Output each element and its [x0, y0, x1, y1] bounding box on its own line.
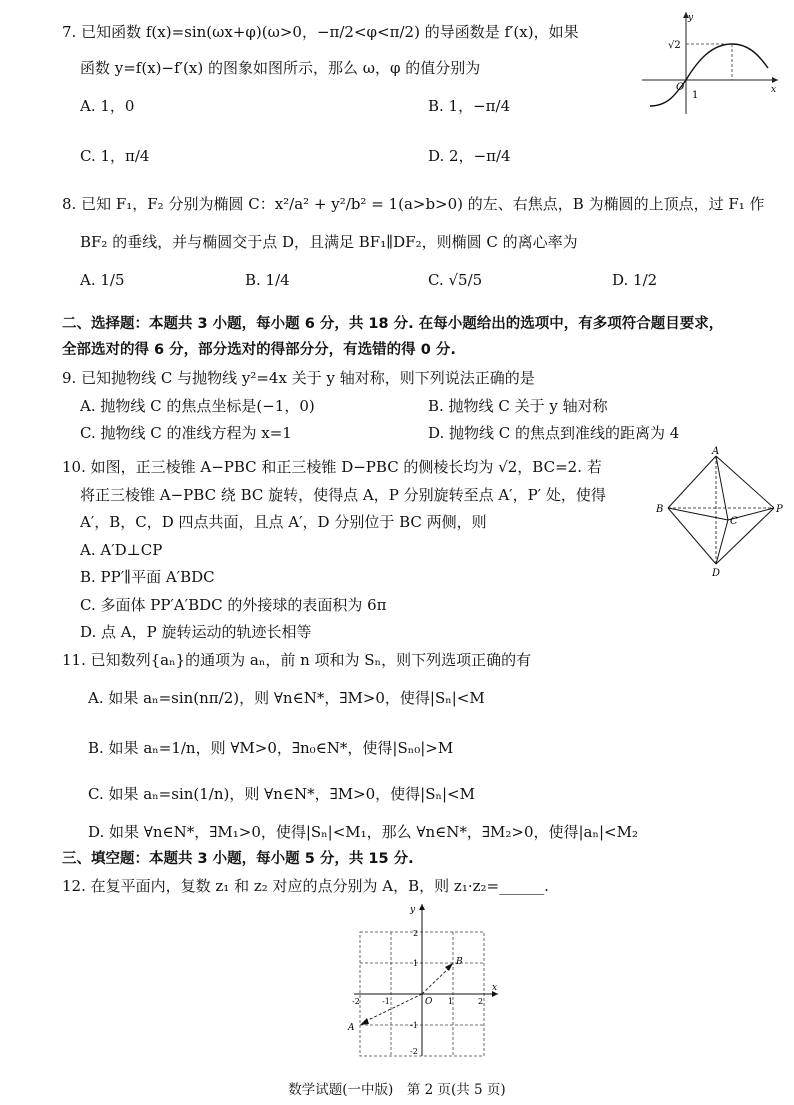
q12-x-label: x — [492, 983, 498, 993]
q11-option-a: A. 如果 aₙ=sin(nπ/2)，则 ∀n∈N*，∃M>0，使得|Sₙ|<M — [88, 689, 485, 707]
q11-option-c: C. 如果 aₙ=sin(1/n)，则 ∀n∈N*，∃M>0，使得|Sₙ|<M — [88, 785, 475, 803]
q10-stem-line3: A′，B，C，D 四点共面，且点 A′，D 分别位于 BC 两侧，则 — [80, 513, 487, 531]
q8-option-a: A. 1/5 — [80, 271, 125, 289]
q7-function-graph — [640, 6, 780, 116]
q10-label-c: C — [730, 516, 738, 527]
q12-x-tick: 2 — [478, 997, 484, 1006]
q7-option-c: C. 1，π/4 — [80, 147, 150, 165]
q7-sqrt2-label: √2 — [668, 40, 681, 51]
q9-stem: 9. 已知抛物线 C 与抛物线 y²=4x 关于 y 轴对称，则下列说法正确的是 — [62, 369, 535, 387]
q7-y-label: y — [688, 13, 694, 23]
q12-x-tick: -2 — [352, 997, 360, 1006]
q11-stem: 11. 已知数列{aₙ}的通项为 aₙ，前 n 项和为 Sₙ，则下列选项正确的有 — [62, 651, 532, 669]
q11-option-d: D. 如果 ∀n∈N*，∃M₁>0，使得|Sₙ|<M₁，那么 ∀n∈N*，∃M₂>0，使得|aₙ|<M₂ — [88, 823, 638, 841]
q10-stem-line2: 将正三棱锥 A−PBC 绕 BC 旋转，使得点 A，P 分别旋转至点 A′，P′ 处，使得 — [80, 486, 606, 504]
section3-heading: 三、填空题：本题共 3 小题，每小题 5 分，共 15 分. — [62, 851, 414, 867]
q7-stem-line1: 7. 已知函数 f(x)=sin(ωx+φ)(ω>0，−π/2<φ<π/2) 的导函数是 f′(x)，如果 — [62, 23, 579, 41]
q9-option-d: D. 抛物线 C 的焦点到准线的距离为 4 — [428, 424, 680, 442]
q7-option-a: A. 1，0 — [80, 97, 135, 115]
q7-origin-label: O — [676, 82, 685, 93]
q12-y-label: y — [410, 905, 416, 915]
q12-y-tick: -2 — [410, 1047, 418, 1056]
q9-option-b: B. 抛物线 C 关于 y 轴对称 — [428, 397, 608, 415]
q7-option-b: B. 1，−π/4 — [428, 97, 511, 115]
q12-complex-plane — [340, 898, 504, 1058]
q12-origin-label: O — [425, 997, 433, 1007]
q10-pyramid-figure — [654, 444, 784, 578]
q10-label-a: A — [712, 446, 720, 457]
q10-stem-line1: 10. 如图，正三棱锥 A−PBC 和正三棱锥 D−PBC 的侧棱长均为 √2，BC=2. 若 — [62, 458, 602, 476]
q7-x-label: x — [771, 85, 777, 95]
q8-stem-line2: BF₂ 的垂线，并与椭圆交于点 D，且满足 BF₁∥DF₂，则椭圆 C 的离心率为 — [80, 233, 578, 251]
q8-option-b: B. 1/4 — [245, 271, 290, 289]
q8-option-d: D. 1/2 — [612, 271, 658, 289]
q7-stem-line2: 函数 y=f(x)−f′(x) 的图象如图所示，那么 ω，φ 的值分别为 — [80, 59, 481, 77]
q12-y-tick: 1 — [413, 959, 419, 968]
q9-option-c: C. 抛物线 C 的准线方程为 x=1 — [80, 424, 292, 442]
q7-option-d: D. 2，−π/4 — [428, 147, 511, 165]
section2-heading-line1: 二、选择题：本题共 3 小题，每小题 6 分，共 18 分. 在每小题给出的选项中，有多项符合题目要求， — [62, 316, 724, 332]
q11-option-b: B. 如果 aₙ=1/n，则 ∀M>0，∃n₀∈N*，使得|Sₙ₀|>M — [88, 739, 454, 757]
q10-option-d: D. 点 A，P 旋转运动的轨迹长相等 — [80, 623, 312, 641]
q7-one-label: 1 — [692, 90, 699, 101]
q12-x-tick: -1 — [382, 997, 390, 1006]
q9-option-a: A. 抛物线 C 的焦点坐标是(−1，0) — [80, 397, 315, 415]
q8-option-c: C. √5/5 — [428, 271, 483, 289]
q10-option-c: C. 多面体 PP′A′BDC 的外接球的表面积为 6π — [80, 596, 387, 614]
q12-y-tick: -1 — [410, 1021, 418, 1030]
q12-x-tick: 1 — [448, 997, 454, 1006]
section2-heading-line2: 全部选对的得 6 分，部分选对的得部分分，有选错的得 0 分. — [62, 342, 456, 358]
q12-point-b-label: B — [456, 957, 463, 967]
q10-label-b: B — [656, 504, 664, 515]
q12-y-tick: 2 — [413, 929, 419, 938]
page-footer: 数学试题(一中版) 第 2 页(共 5 页) — [288, 1082, 506, 1098]
q12-point-a-label: A — [348, 1023, 355, 1033]
q10-option-b: B. PP′∥平面 A′BDC — [80, 568, 215, 586]
q8-stem-line1: 8. 已知 F₁，F₂ 分别为椭圆 C：x²/a² + y²/b² = 1(a>b>0) 的左、右焦点，B 为椭圆的上顶点，过 F₁ 作 — [62, 195, 765, 213]
q10-label-p: P — [776, 504, 783, 515]
q12-stem: 12. 在复平面内，复数 z₁ 和 z₂ 对应的点分别为 A，B，则 z₁·z₂=______. — [62, 877, 549, 895]
q10-label-d: D — [712, 568, 721, 578]
q10-option-a: A. A′D⊥CP — [80, 541, 163, 559]
